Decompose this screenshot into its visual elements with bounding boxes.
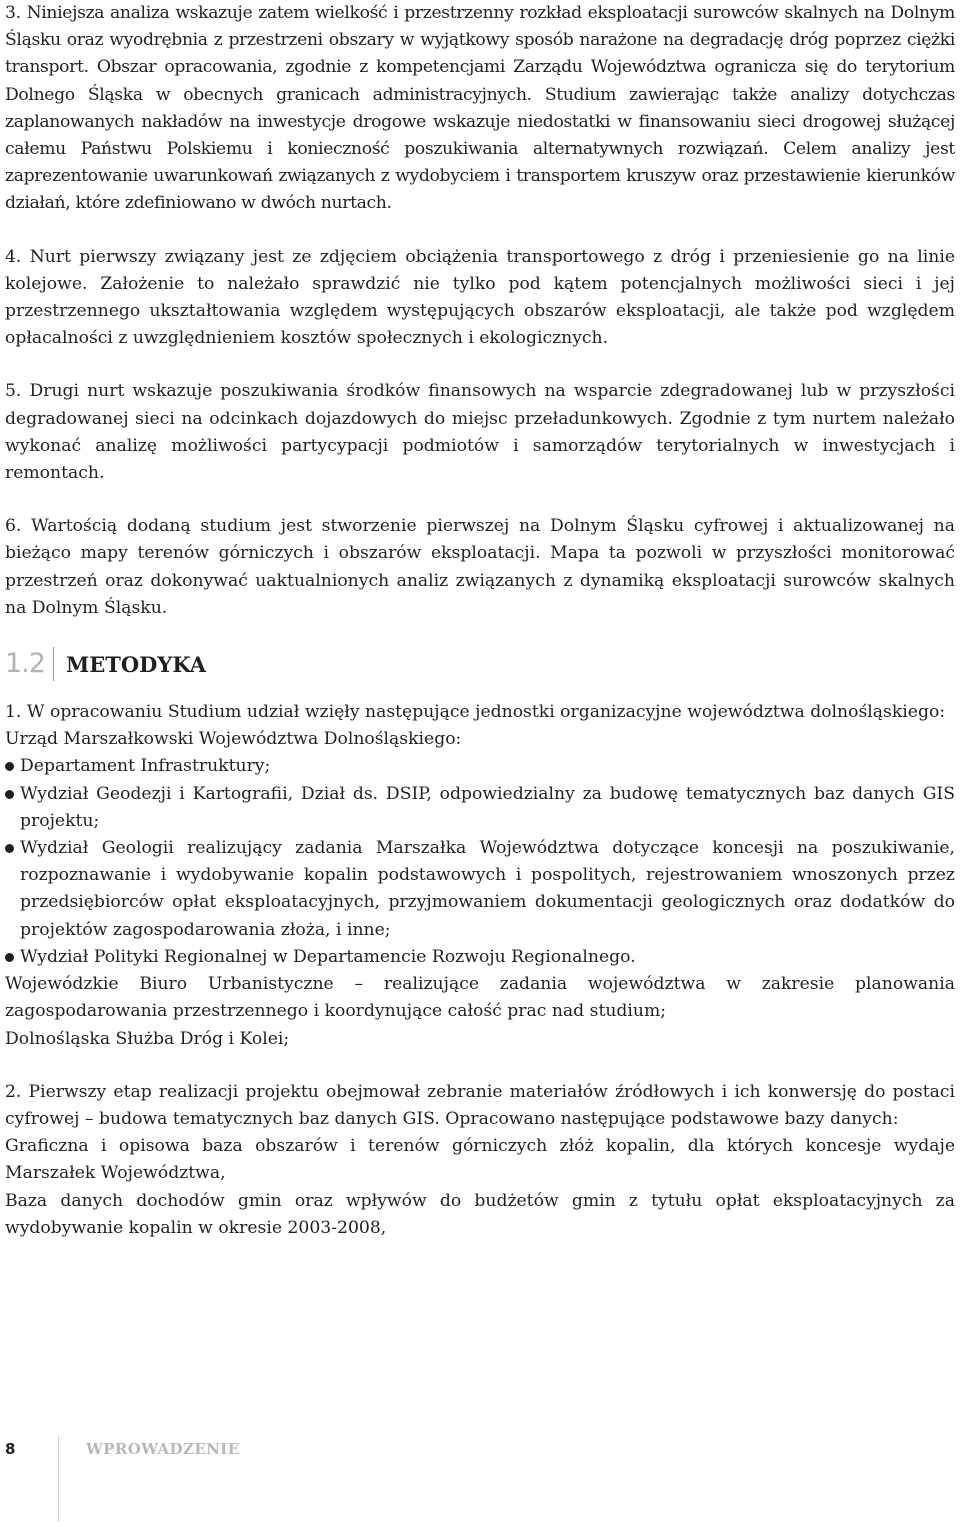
bullet-icon bbox=[5, 762, 14, 771]
bullet-icon bbox=[5, 790, 14, 799]
section-heading bbox=[5, 639, 955, 689]
list-item bbox=[5, 781, 955, 835]
paragraph-5: 5. Drugi nurt wskazuje poszukiwania środków finansowych na wsparcie zdegradowanej lub w przyszłości degradowanej sieci na odcinkach dojazdowych do miejsc przeładunkowych. Zgodnie z tym nurtem należało wykonać analizę możliwości partycypacji podmiotów i samorządów terytorialnych w inwestycjach i remontach. bbox=[5, 381, 955, 484]
database-item-1: Graficzna i opisowa baza obszarów i terenów górniczych złóż kopalin, dla których koncesje wydaje Marszałek Województwa, bbox=[5, 1136, 955, 1184]
footer-section-name: WPROWADZENIE bbox=[86, 1440, 240, 1458]
list-item-text: Wydział Polityki Regionalnej w Departamencie Rozwoju Regionalnego. bbox=[20, 946, 636, 967]
list-item bbox=[5, 835, 955, 944]
department-list bbox=[5, 753, 955, 971]
methodology-item-1: 1. W opracowaniu Studium udział wzięły następujące jednostki organizacyjne województwa dolnośląskiego: bbox=[5, 702, 946, 723]
list-item bbox=[5, 753, 955, 780]
list-item-text: Wydział Geologii realizujący zadania Marszałka Województwa dotyczące koncesji na poszukiwanie, rozpoznawanie i wydobywanie kopalin podstawowych i pospolitych, rejestrowaniem wnoszonych przez przedsiębiorców opłat eksploatacyjnych, przyjmowaniem dokumentacji geologicznych oraz dodatków do projektów zagospodarowania złoża, i inne; bbox=[20, 838, 955, 940]
organization-heading: Urząd Marszałkowski Województwa Dolnośląskiego: bbox=[5, 729, 462, 750]
section-title: METODYKA bbox=[65, 651, 207, 677]
list-item bbox=[5, 944, 955, 971]
methodology-item-2: 2. Pierwszy etap realizacji projektu obejmował zebranie materiałów źródłowych i ich konwersję do postaci cyfrowej – budowa tematycznych baz danych GIS. Opracowano następujące podstawowe bazy danych: bbox=[5, 1081, 955, 1129]
page-footer bbox=[0, 1438, 960, 1468]
list-item-text: Wydział Geodezji i Kartografii, Dział ds. DSIP, odpowiedzialny za budowę tematycznych baz danych GIS projektu; bbox=[20, 783, 955, 831]
page-number: 8 bbox=[5, 1440, 16, 1458]
wbu-paragraph: Wojewódzkie Biuro Urbanistyczne – realizujące zadania województwa w zakresie planowania zagospodarowania przestrzennego i koordynujące całość prac nad studium; bbox=[5, 974, 955, 1022]
section-divider bbox=[53, 647, 54, 681]
paragraph-4: 4. Nurt pierwszy związany jest ze zdjęciem obciążenia transportowego z dróg i przeniesienie go na linie kolejowe. Założenie to należało sprawdzić nie tylko pod kątem potencjalnych możliwości sieci i jej przestrzennego ukształtowania względem występujących obszarów eksploatacji, ale także pod względem opłacalności z uwzględnieniem kosztów społecznych i ekologicznych. bbox=[5, 246, 955, 349]
document-body bbox=[5, 0, 955, 1242]
paragraph-6: 6. Wartością dodaną studium jest stworzenie pierwszej na Dolnym Śląsku cyfrowej i aktualizowanej na bieżąco mapy terenów górniczych i obszarów eksploatacji. Mapa ta pozwoli w przyszłości monitorować przestrzeń oraz dokonywać uaktualnionych analiz związanych z dynamiką eksploatacji surowców skalnych na Dolnym Śląsku. bbox=[5, 516, 955, 618]
database-item-2: Baza danych dochodów gmin oraz wpływów do budżetów gmin z tytułu opłat eksploatacyjnych za wydobywanie kopalin w okresie 2003-2008, bbox=[5, 1190, 955, 1238]
section-number: 1.2 bbox=[5, 648, 45, 680]
footer-divider bbox=[58, 1436, 59, 1522]
paragraph-3: 3. Niniejsza analiza wskazuje zatem wielkość i przestrzenny rozkład eksploatacji surowców skalnych na Dolnym Śląsku oraz wyodrębnia z przestrzeni obszary w wyjątkowy sposób narażone na degradację dróg poprzez ciężki transport. Obszar opracowania, zgodnie z kompetencjami Zarządu Województwa ogranicza się do terytorium Dolnego Śląska w obecnych granicach administracyjnych. Studium zawierając także analizy dotychczas zaplanowanych nakładów na inwestycje drogowe wskazuje niedostatki w finansowaniu sieci drogowej służącej całemu Państwu Polskiemu i konieczność poszukiwania alternatywnych rozwiązań. Celem analizy jest zaprezentowanie uwarunkowań związanych z wydobyciem i transportem kruszyw oraz przestawienie kierunków działań, które zdefiniowano w dwóch nurtach. bbox=[5, 3, 955, 214]
list-item-text: Departament Infrastruktury; bbox=[20, 756, 271, 777]
bullet-icon bbox=[5, 953, 14, 962]
dsdik-paragraph: Dolnośląska Służba Dróg i Kolei; bbox=[5, 1028, 290, 1049]
bullet-icon bbox=[5, 844, 14, 853]
